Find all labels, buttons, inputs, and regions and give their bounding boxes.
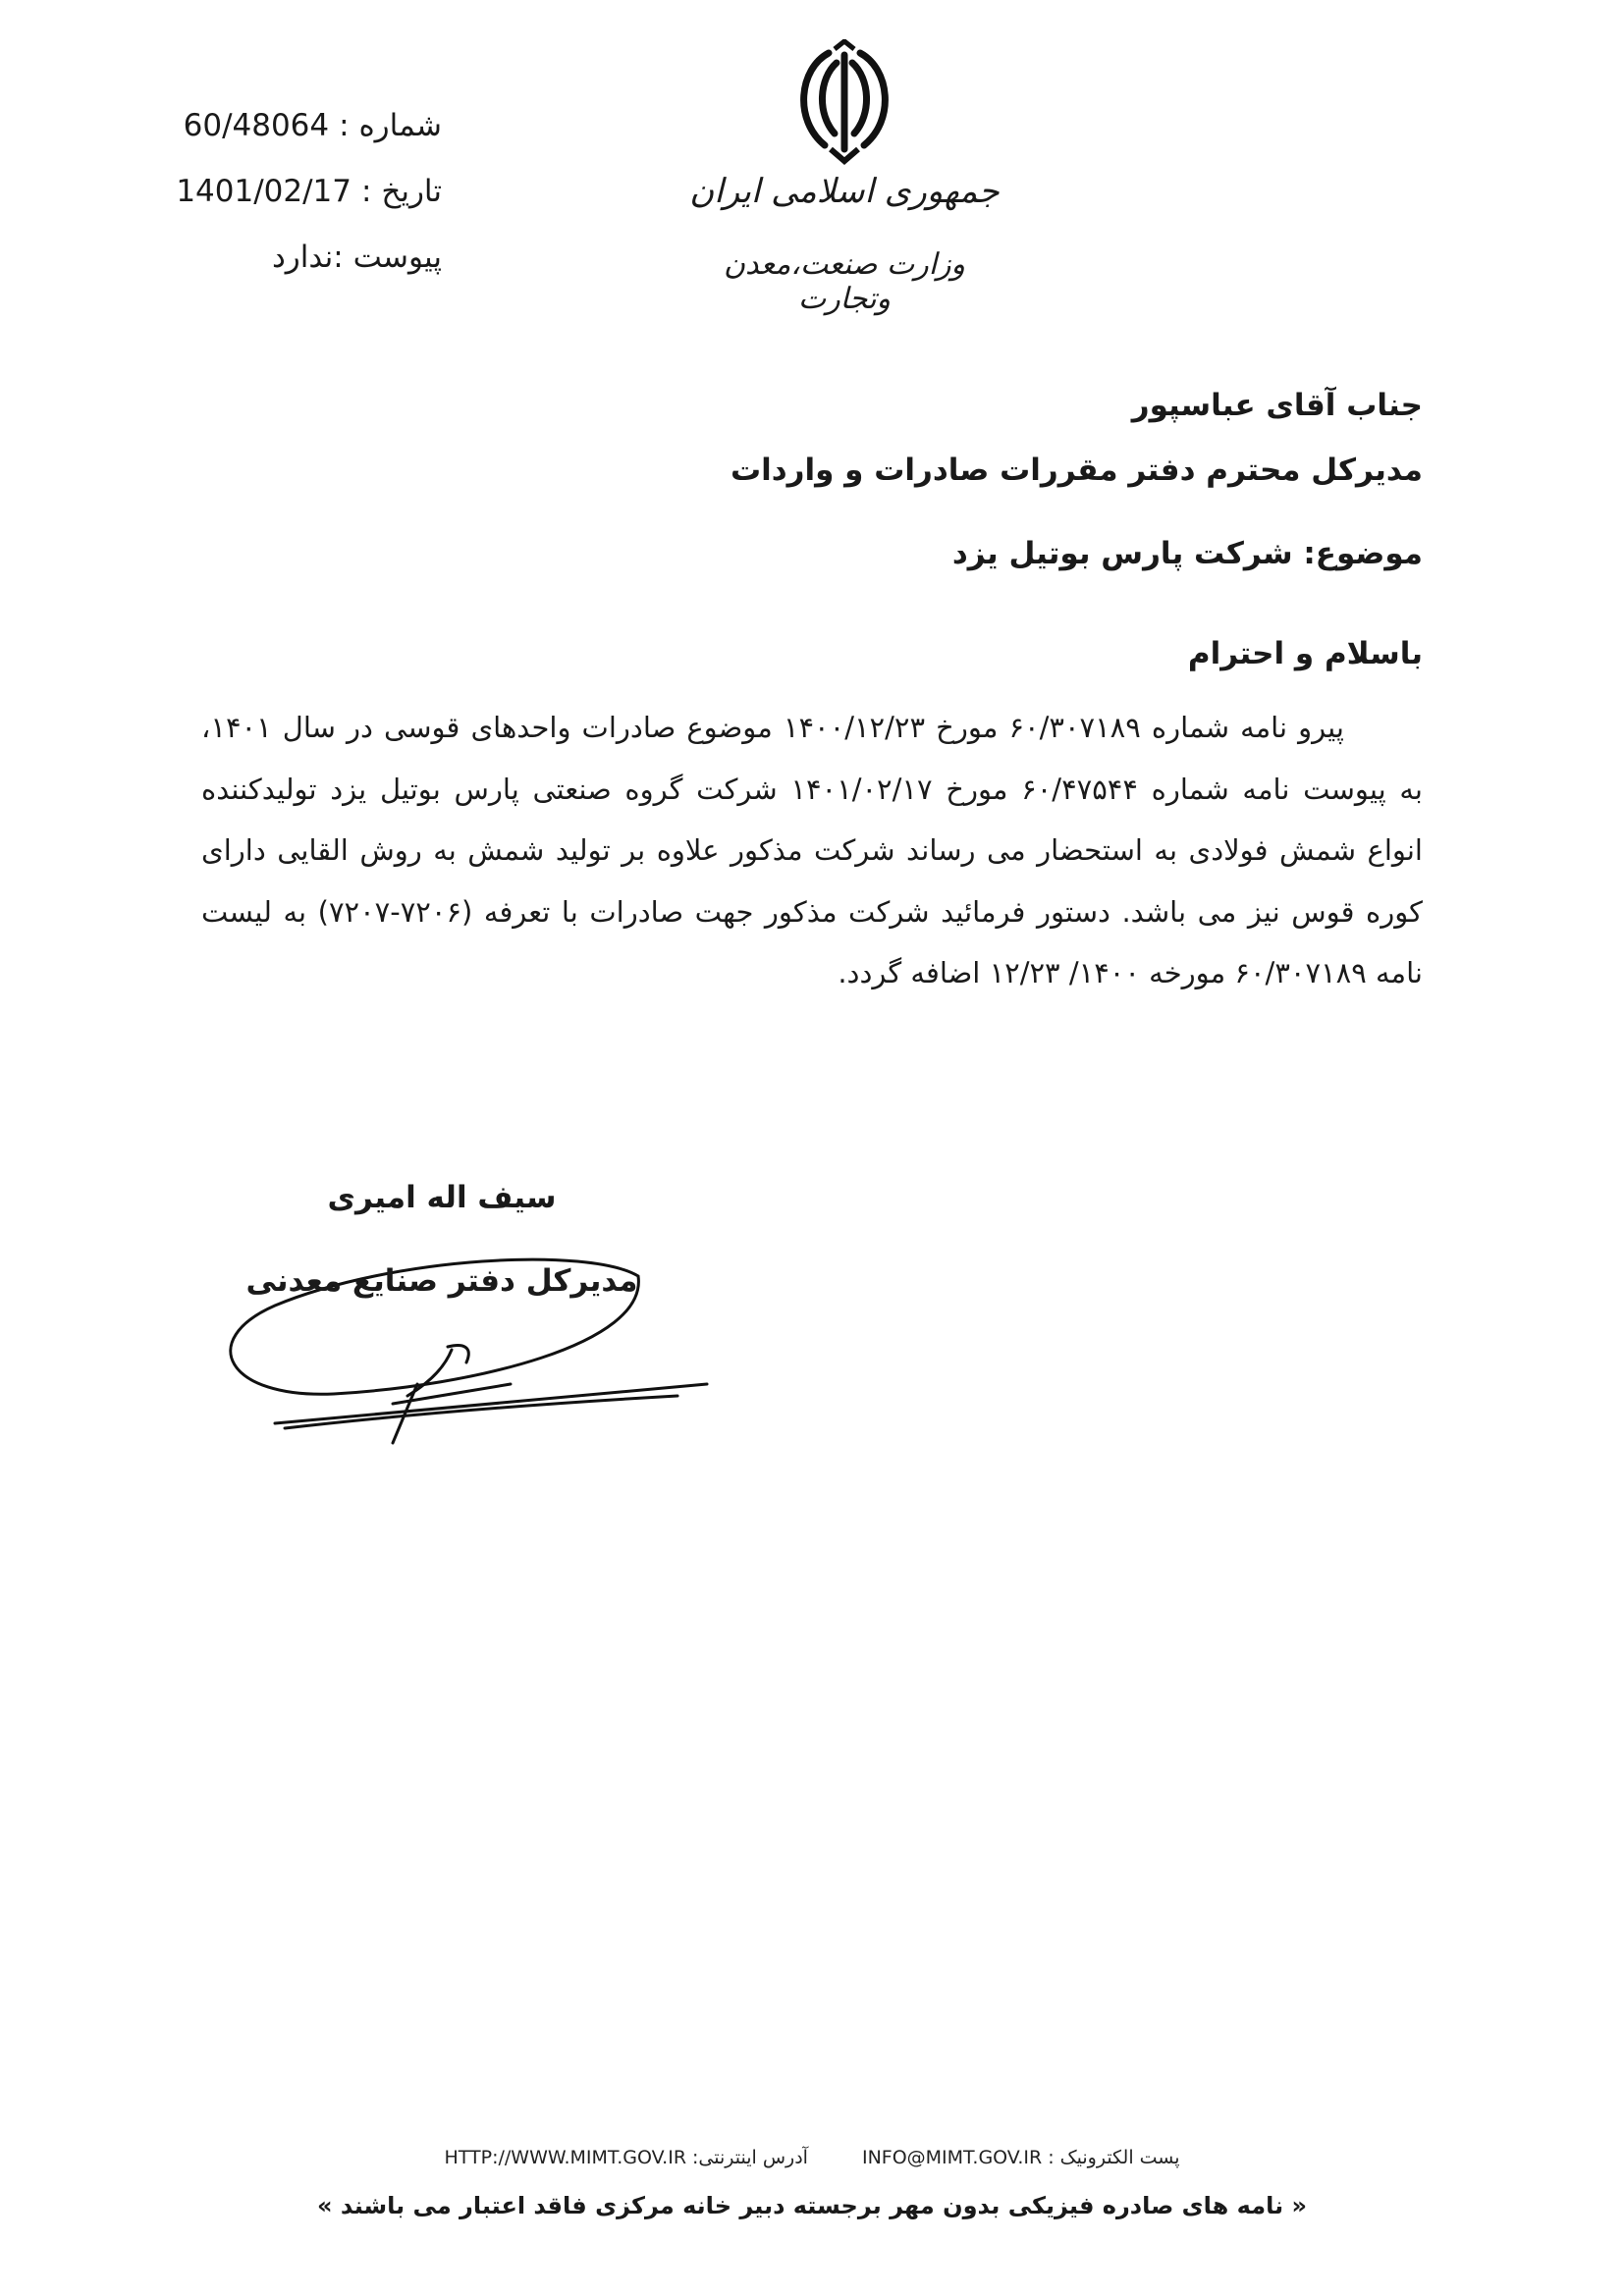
footer-website <box>444 2147 808 2168</box>
letter-attachment-text <box>272 225 442 291</box>
footer-website-label: آدرس اینترنتی: <box>692 2147 808 2168</box>
letter-attachment-label: پیوست : <box>333 240 442 275</box>
letter-meta <box>147 93 442 291</box>
letter-attachment-value: ندارد <box>271 240 334 275</box>
recipient-name: جناب آقای عباسپور <box>1131 388 1423 423</box>
letter-attachment-row <box>147 225 442 291</box>
ministry-name: وزارت صنعت،معدن وتجارت <box>723 247 966 316</box>
letterhead <box>687 39 1001 316</box>
footer-email <box>862 2147 1180 2168</box>
recipient-title: مدیرکل محترم دفتر مقررات صادرات و واردات <box>730 453 1423 488</box>
footer-email-link[interactable]: INFO@MIMT.GOV.IR <box>861 2147 1043 2168</box>
letter-number-label: شماره : <box>339 108 442 143</box>
letter-number-row <box>147 93 442 159</box>
footer-contacts <box>0 2147 1624 2168</box>
footer-email-label: پست الکترونیک : <box>1048 2147 1180 2168</box>
letter-date-row <box>147 159 442 225</box>
letter-date-label: تاریخ : <box>361 174 442 209</box>
signer-title: مدیرکل دفتر صنایع معدنی <box>245 1263 638 1299</box>
signer-block <box>236 1173 648 1306</box>
salutation: باسلام و احترام <box>1187 636 1423 671</box>
footer-note: « نامه های صادره فیزیکی بدون مهر برجسته دبیر خانه مرکزی فاقد اعتبار می باشند » <box>317 2192 1307 2219</box>
letter-date-value: 1401/02/17 <box>176 174 352 209</box>
iran-emblem-icon <box>785 39 903 167</box>
footer-website-link[interactable]: HTTP://WWW.MIMT.GOV.IR <box>444 2147 687 2168</box>
signer-name: سیف اله امیری <box>327 1180 557 1215</box>
recipient-block <box>343 373 1423 503</box>
letter-number-value: 60/48064 <box>183 108 330 143</box>
letter-subject: موضوع: شرکت پارس بوتیل یزد <box>951 536 1423 571</box>
letter-body: پیرو نامه شماره ۶۰/۳۰۷۱۸۹ مورخ ۱۴۰۰/۱۲/۲۳ موضوع صادرات واحدهای قوسی در سال ۱۴۰۱، به پیوست نامه شماره ۶۰/۴۷۵۴۴ مورخ ۱۴۰۱/۰۲/۱۷ شرکت گروه صنعتی پارس بوتیل یزد تولیدکننده انواع شمش فولادی به استحضار می رساند شرکت مذکور علاوه بر تولید شمش به روش القایی دارای کوره قوس نیز می باشد. دستور فرمائید شرکت مذکور جهت صادرات با تعرفه (۷۲۰۶-۷۲۰۷) به لیست نامه ۶۰/۳۰۷۱۸۹ مورخه ۱۴۰۰/ ۱۲/۲۳ اضافه گردد. <box>201 711 1423 989</box>
government-name: جمهوری اسلامی ایران <box>689 172 1000 211</box>
